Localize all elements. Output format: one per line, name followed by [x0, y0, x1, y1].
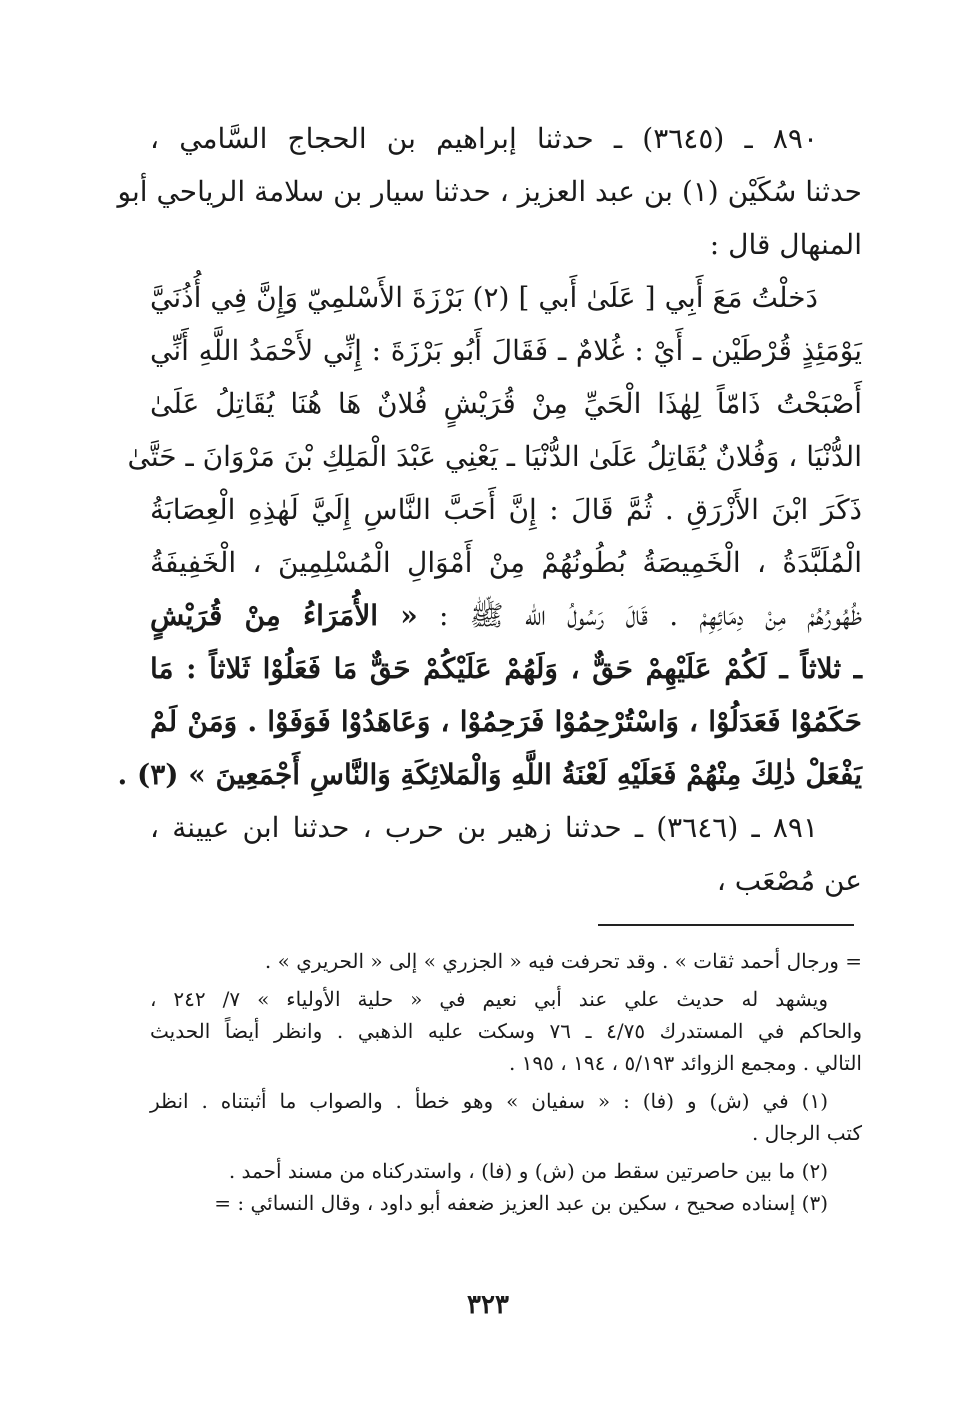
footnotes	[150, 945, 862, 1219]
footnote-line: كتب الرجال .	[752, 1121, 862, 1145]
text-line-with-quote	[150, 589, 862, 642]
text-segment: ظُهُورُهُمْ مِنْ دِمَائِهِمْ . قَالَ رَسُولُ الله ﷺ :	[439, 599, 862, 632]
quote-line: حَكَمُوْا فَعَدَلُوْا ، وَاسْتُرْحِمُوْا فَرَحِمُوْا ، وَعَاهَدُوْا فَوَفَوْا . وَمَنْ لَمْ	[150, 705, 862, 738]
footnote-line: والحاكم في المستدرك ٤/٧٥ ـ ٧٦ وسكت عليه الذهبي . وانظر أيضاً الحديث	[150, 1019, 863, 1043]
text-line: دَخلْتُ مَعَ أَبِي [ عَلَىٰ أَبي ] (٢) بَرْزَةَ الأَسْلمِيّ وَإِنَّ فِي أُذُنَيَّ	[150, 281, 819, 314]
quote-line: ـ ثلاثاً ـ لَكُمْ عَلَيْهِمْ حَقٌّ ، وَلَهُمْ عَلَيْكُمْ حَقٌّ مَا فَعَلُوْا ثَلاثاً : مَا	[150, 652, 862, 685]
footnote-line: التالي . ومجمع الزوائد ٥/١٩٣ ، ١٩٤ ، ١٩٥ .	[508, 1051, 862, 1075]
footnote-line: ويشهد له حديث علي عند أبي نعيم في « حلية الأولياء » ٧/ ٢٤٢ ،	[150, 987, 828, 1011]
page-number: ٣٢٣	[467, 1290, 509, 1320]
text-line: يَوْمَئِذٍ قُرْطَيْن ـ أَيْ : غُلامٌ ـ فَقَالَ أَبُو بَرْزَةَ : إِنِّي لأَحْمَدُ اللَّهِ أَنِّي	[150, 334, 862, 367]
text-line: الدُّنْيَا ، وَفُلانٌ يُقَاتِلُ عَلَىٰ الدُّنْيَا ـ يَعْنِي عَبْدَ الْمَلِكِ بْنَ مَرْوَانَ ـ حَتَّىٰ	[127, 440, 862, 473]
hadith-text	[117, 112, 863, 907]
quote-line: يَفْعَلْ ذٰلِكَ مِنْهُمْ فَعَلَيْهِ لَعْنَةُ اللَّهِ وَالْمَلائِكَةِ وَالنَّاسِ أَجْمَعِينَ » (٣) .	[117, 758, 862, 791]
hadith-890-header: ٨٩٠ ـ (٣٦٤٥) ـ حدثنا إبراهيم بن الحجاج السَّامي ،	[150, 122, 818, 155]
footnote-1: (١) في (ش) و (فا) : « سفيان » وهو خطأ . والصواب ما أثبتناه . انظر	[150, 1089, 828, 1113]
text-line: عن مُصْعَب ،	[716, 864, 862, 897]
text-line: الْمُلَبَّدَةُ ، الْخَمِيصَةُ بُطُونُهُمْ مِنْ أَمْوَالِ الْمُسْلِمِينَ ، الْخَفِيفَةُ	[150, 546, 862, 579]
text-line: أَصْبَحْتُ ذَامّاً لِهٰذَا الْحَيِّ مِنْ قُرَيْشٍ فُلانٌ هَا هُنَا يُقَاتِلُ عَلَىٰ	[150, 387, 863, 420]
footnote-continuation: = ورجال أحمد ثقات » . وقد تحرفت فيه « الجزري » إلى « الحريري » .	[264, 949, 862, 973]
text-line: ذَكَرَ ابْنَ الأَزْرَقِ . ثُمَّ قَالَ : إِنَّ أَحَبَّ النَّاسِ إِلَيَّ لَهٰذِهِ الْعِصَابَةُ	[150, 493, 862, 526]
footnote-2: (٢) ما بين حاصرتين سقط من (ش) و (فا) ، واستدركناه من مسند أحمد .	[228, 1159, 828, 1183]
hadith-891-header: ٨٩١ ـ (٣٦٤٦) ـ حدثنا زهير بن حرب ، حدثنا ابن عيينة ،	[150, 811, 818, 844]
text-line: المنهال قال :	[709, 228, 862, 261]
footnote-separator	[598, 924, 854, 926]
text-line: حدثنا سُكَيْن (١) بن عبد العزيز ، حدثنا سيار بن سلامة الرياحي أبو	[117, 175, 862, 208]
prophetic-quote-start: « الأُمَرَاءُ مِنْ قُرَيْشٍ	[150, 599, 418, 632]
footnote-3: (٣) إسناده صحيح ، سكين بن عبد العزيز ضعفه أبو داود ، وقال النسائي : =	[214, 1191, 828, 1215]
